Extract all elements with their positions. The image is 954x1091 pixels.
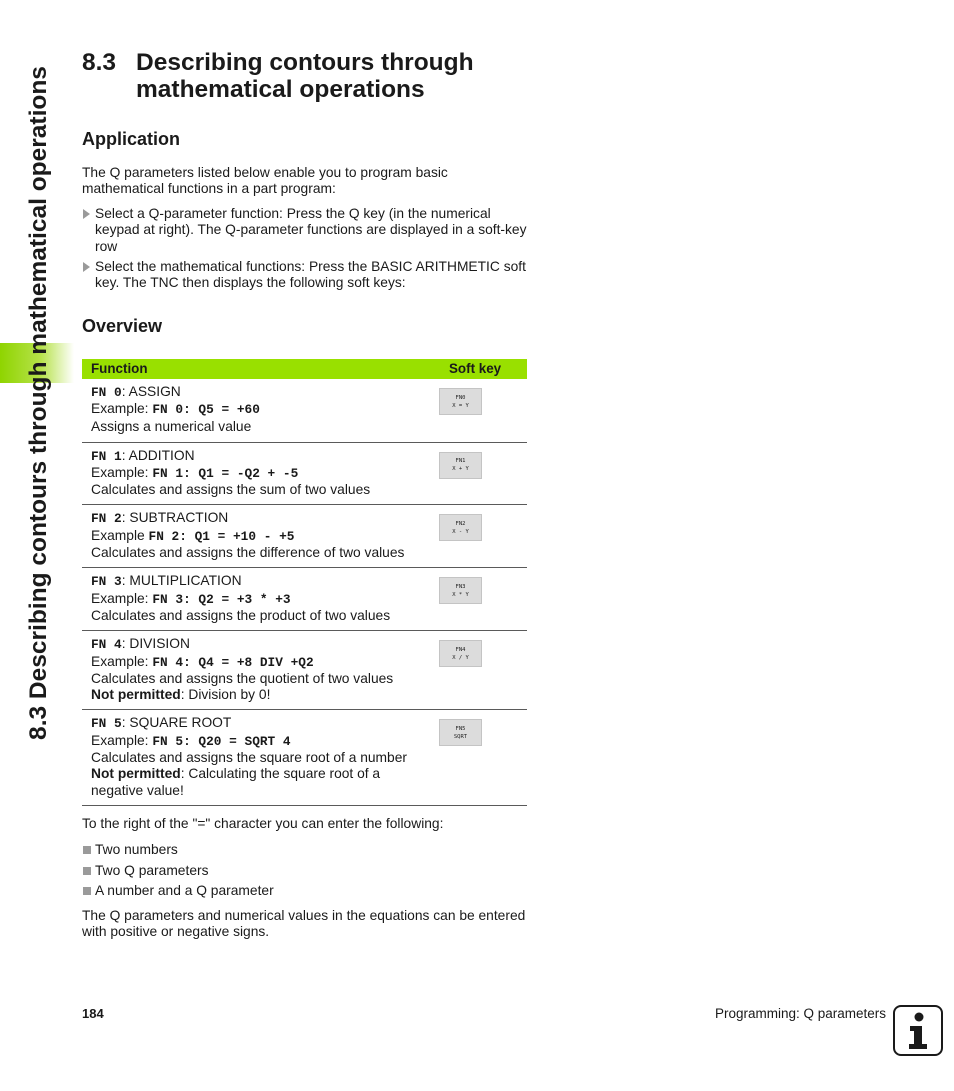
table-row [82, 710, 527, 805]
fn-code: FN 5 [91, 716, 122, 732]
fn-description: Assigns a numerical value [91, 418, 252, 434]
not-permitted-text: : Calculating the square root of a negative value! [91, 766, 381, 798]
fn-example: FN 3: Q2 = +3 * +3 [152, 591, 291, 607]
step-2: Select the mathematical functions: Press the BASIC ARITHMETIC soft key. The TNC then displays the following soft keys: [82, 259, 527, 292]
fn-code: FN 4 [91, 637, 122, 653]
fn-example: FN 2: Q1 = +10 - +5 [148, 528, 295, 544]
fn-code: FN 3 [91, 574, 122, 590]
softkey-cell [439, 442, 527, 505]
application-intro: The Q parameters listed below enable you to program basic mathematical functions in a part program: [82, 165, 448, 197]
fn-code: FN 0 [91, 385, 122, 400]
list-item: Two Q parameters [82, 863, 208, 878]
softkey-fn3[interactable]: FN3 X * Y [439, 577, 482, 604]
example-label: Example: [91, 732, 153, 748]
fn-example: FN 5: Q20 = SQRT 4 [152, 733, 291, 749]
function-cell [82, 442, 439, 505]
example-label: Example: [91, 464, 153, 480]
fn-example: FN 0: Q5 = +60 [152, 402, 260, 418]
not-permitted-label: Not permitted [91, 687, 181, 703]
fn-description: Calculates and assigns the square root of a number [91, 750, 407, 766]
fn-description: Calculates and assigns the sum of two values [91, 482, 371, 498]
heading-application: Application [82, 129, 180, 149]
softkey-cell [439, 568, 527, 631]
title-line-2: mathematical operations [136, 76, 425, 103]
softkey-cell [439, 505, 527, 568]
list-item: Two numbers [82, 842, 178, 857]
fn-name: : ASSIGN [121, 384, 181, 399]
softkey-fn4[interactable]: FN4 X / Y [439, 640, 482, 667]
function-table [82, 359, 527, 806]
section-number: 8.3 [82, 49, 117, 76]
not-permitted-label: Not permitted [91, 766, 181, 782]
example-label: Example: [91, 653, 153, 669]
softkey-fn1[interactable]: FN1 X + Y [439, 452, 482, 479]
softkey-fn0[interactable]: FN0 X = Y [439, 388, 482, 415]
fn-code: FN 2 [91, 511, 122, 527]
col-function-header: Function [82, 359, 439, 379]
right-of-equals-intro: To the right of the "=" character you can enter the following: [82, 816, 444, 831]
fn-name: : SQUARE ROOT [121, 715, 232, 731]
list-item: A number and a Q parameter [82, 883, 274, 898]
fn-example: FN 4: Q4 = +8 DIV +Q2 [152, 654, 314, 670]
table-row [82, 568, 527, 631]
fn-name: : SUBTRACTION [121, 510, 229, 526]
title-line-1: Describing contours through [136, 49, 474, 76]
fn-name: : ADDITION [121, 447, 195, 463]
not-permitted-text: : Division by 0! [180, 687, 271, 703]
table-row [82, 442, 527, 505]
table-row [82, 505, 527, 568]
table-header-row [82, 359, 527, 379]
side-section-title: 8.3 Describing contours through mathematical operations [25, 66, 52, 740]
signs-note: The Q parameters and numerical values in the equations can be entered with positive or negative signs. [82, 908, 526, 940]
softkey-cell [439, 379, 527, 442]
fn-code: FN 1 [91, 448, 122, 464]
fn-description: Calculates and assigns the product of two values [91, 607, 391, 623]
fn-name: : MULTIPLICATION [121, 573, 242, 589]
example-label: Example [91, 527, 149, 543]
fn-name: : DIVISION [121, 636, 190, 652]
function-cell [82, 710, 439, 805]
col-softkey-header: Soft key [439, 359, 527, 379]
softkey-fn2[interactable]: FN2 X - Y [439, 514, 482, 541]
example-label: Example: [91, 590, 153, 606]
table-row [82, 631, 527, 710]
page-title [82, 49, 562, 103]
softkey-cell [439, 710, 527, 805]
function-cell [82, 631, 439, 710]
example-label: Example: [91, 401, 153, 417]
function-cell [82, 505, 439, 568]
fn-example: FN 1: Q1 = -Q2 + -5 [152, 465, 299, 481]
heading-overview: Overview [82, 316, 163, 336]
softkey-cell [439, 631, 527, 710]
function-cell [82, 379, 439, 442]
info-glyph [903, 1011, 933, 1051]
step-1: Select a Q-parameter function: Press the Q key (in the numerical keypad at right). The Q-parameter functions are displayed in a soft-key row [82, 206, 527, 255]
softkey-fn5[interactable]: FN5 SQRT [439, 719, 482, 746]
page-number: 184 [82, 1006, 104, 1021]
function-cell [82, 568, 439, 631]
table-row [82, 379, 527, 442]
fn-description: Calculates and assigns the quotient of two values [91, 670, 394, 686]
fn-description: Calculates and assigns the difference of two values [91, 544, 405, 560]
footer-section-title: Programming: Q parameters [714, 1006, 886, 1021]
info-icon [893, 1005, 943, 1056]
